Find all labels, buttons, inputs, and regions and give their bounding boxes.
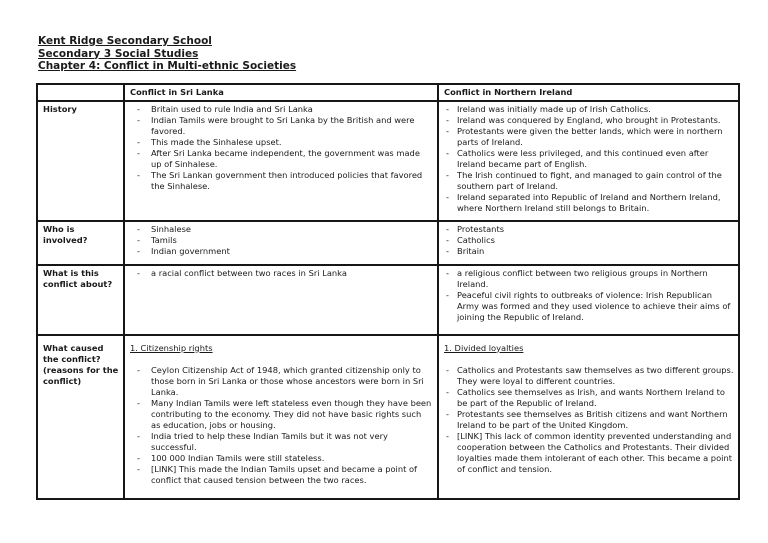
list-item: - The Irish continued to fight, and managed to gain control of the southern part of Ireland. <box>444 170 734 192</box>
bullet-list <box>444 104 734 214</box>
history-sri-lanka-cell <box>124 101 438 221</box>
row-label-conflict-cause: What caused the conflict? (reasons for the conflict) <box>37 335 124 499</box>
bullet-list <box>130 365 433 486</box>
bullet-list <box>444 224 734 257</box>
list-item: - Ceylon Citizenship Act of 1948, which granted citizenship only to those born in Sri Lanka or those whose ancestors were born in Sri Lanka. <box>130 365 433 398</box>
subject-line: Secondary 3 Social Studies <box>38 47 199 60</box>
bullet-list <box>130 224 433 257</box>
list-item: - India tried to help these Indian Tamils but it was not very successful. <box>130 431 433 453</box>
section-heading-citizenship-rights: 1. Citizenship rights <box>130 342 213 353</box>
list-item: - After Sri Lanka became independent, the government was made up of Sinhalese. <box>130 148 433 170</box>
corner-cell <box>37 84 124 101</box>
list-item: - a racial conflict between two races in Sri Lanka <box>130 268 433 279</box>
list-item: - [LINK] This made the Indian Tamils upset and became a point of conflict that caused tension between the two races. <box>130 464 433 486</box>
table-row-who-is-involved <box>37 221 739 265</box>
comparison-table <box>36 83 740 500</box>
list-item: - Indian government <box>130 246 433 257</box>
list-item: - [LINK] This lack of common identity prevented understanding and cooperation between the Catholics and Protestants. Their divided loyalties made them intolerant of each other. This became a point of conflict and tension. <box>444 431 734 475</box>
about-northern-ireland-cell <box>438 265 739 335</box>
list-item: - Indian Tamils were brought to Sri Lanka by the British and were favored. <box>130 115 433 137</box>
row-label-conflict-about: What is this conflict about? <box>37 265 124 335</box>
list-item: - Britain used to rule India and Sri Lanka <box>130 104 433 115</box>
row-label-history: History <box>37 101 124 221</box>
list-item: - Many Indian Tamils were left stateless even though they have been contributing to the economy. They did not have basic rights such as education, jobs or housing. <box>130 398 433 431</box>
cause-sri-lanka-cell <box>124 335 438 499</box>
list-item: - Britain <box>444 246 734 257</box>
who-sri-lanka-cell <box>124 221 438 265</box>
list-item: - Catholics see themselves as Irish, and wants Northern Ireland to be part of the Republic of Ireland. <box>444 387 734 409</box>
list-item: - Sinhalese <box>130 224 433 235</box>
list-item: - 100 000 Indian Tamils were still stateless. <box>130 453 433 464</box>
table-row-conflict-about <box>37 265 739 335</box>
chapter-title: Chapter 4: Conflict in Multi-ethnic Societies <box>38 60 297 72</box>
list-item: - Tamils <box>130 235 433 246</box>
table-row-conflict-cause <box>37 335 739 499</box>
list-item: - Ireland was conquered by England, who brought in Protestants. <box>444 115 734 126</box>
bullet-list <box>130 268 433 279</box>
table-row-history <box>37 101 739 221</box>
list-item: - Catholics and Protestants saw themselves as two different groups. They were loyal to different countries. <box>444 365 734 387</box>
list-item: - Protestants <box>444 224 734 235</box>
list-item: - Catholics were less privileged, and this continued even after Ireland became part of English. <box>444 148 734 170</box>
row-label-who-is-involved: Who is involved? <box>37 221 124 265</box>
document-header <box>38 35 768 73</box>
section-heading-divided-loyalties: 1. Divided loyalties <box>444 342 524 353</box>
list-item: - Catholics <box>444 235 734 246</box>
list-item: - Protestants see themselves as British citizens and want Northern Ireland to be part of the United Kingdom. <box>444 409 734 431</box>
list-item: - Peaceful civil rights to outbreaks of violence: Irish Republican Army was formed and they used violence to achieve their aims of joining the Republic of Ireland. <box>444 290 734 323</box>
list-item: - Ireland was initially made up of Irish Catholics. <box>444 104 734 115</box>
list-item: - Protestants were given the better lands, which were in northern parts of Ireland. <box>444 126 734 148</box>
list-item: - a religious conflict between two religious groups in Northern Ireland. <box>444 268 734 290</box>
column-header-northern-ireland: Conflict in Northern Ireland <box>438 84 739 101</box>
list-item: - This made the Sinhalese upset. <box>130 137 433 148</box>
list-item: - The Sri Lankan government then introduced policies that favored the Sinhalese. <box>130 170 433 192</box>
history-northern-ireland-cell <box>438 101 739 221</box>
table-header-row <box>37 84 739 101</box>
who-northern-ireland-cell <box>438 221 739 265</box>
school-name: Kent Ridge Secondary School <box>38 35 212 47</box>
list-item: - Ireland separated into Republic of Ireland and Northern Ireland, where Northern Ireland still belongs to Britain. <box>444 192 734 214</box>
cause-northern-ireland-cell <box>438 335 739 499</box>
bullet-list <box>444 365 734 475</box>
bullet-list <box>444 268 734 323</box>
about-sri-lanka-cell <box>124 265 438 335</box>
bullet-list <box>130 104 433 192</box>
column-header-sri-lanka: Conflict in Sri Lanka <box>124 84 438 101</box>
